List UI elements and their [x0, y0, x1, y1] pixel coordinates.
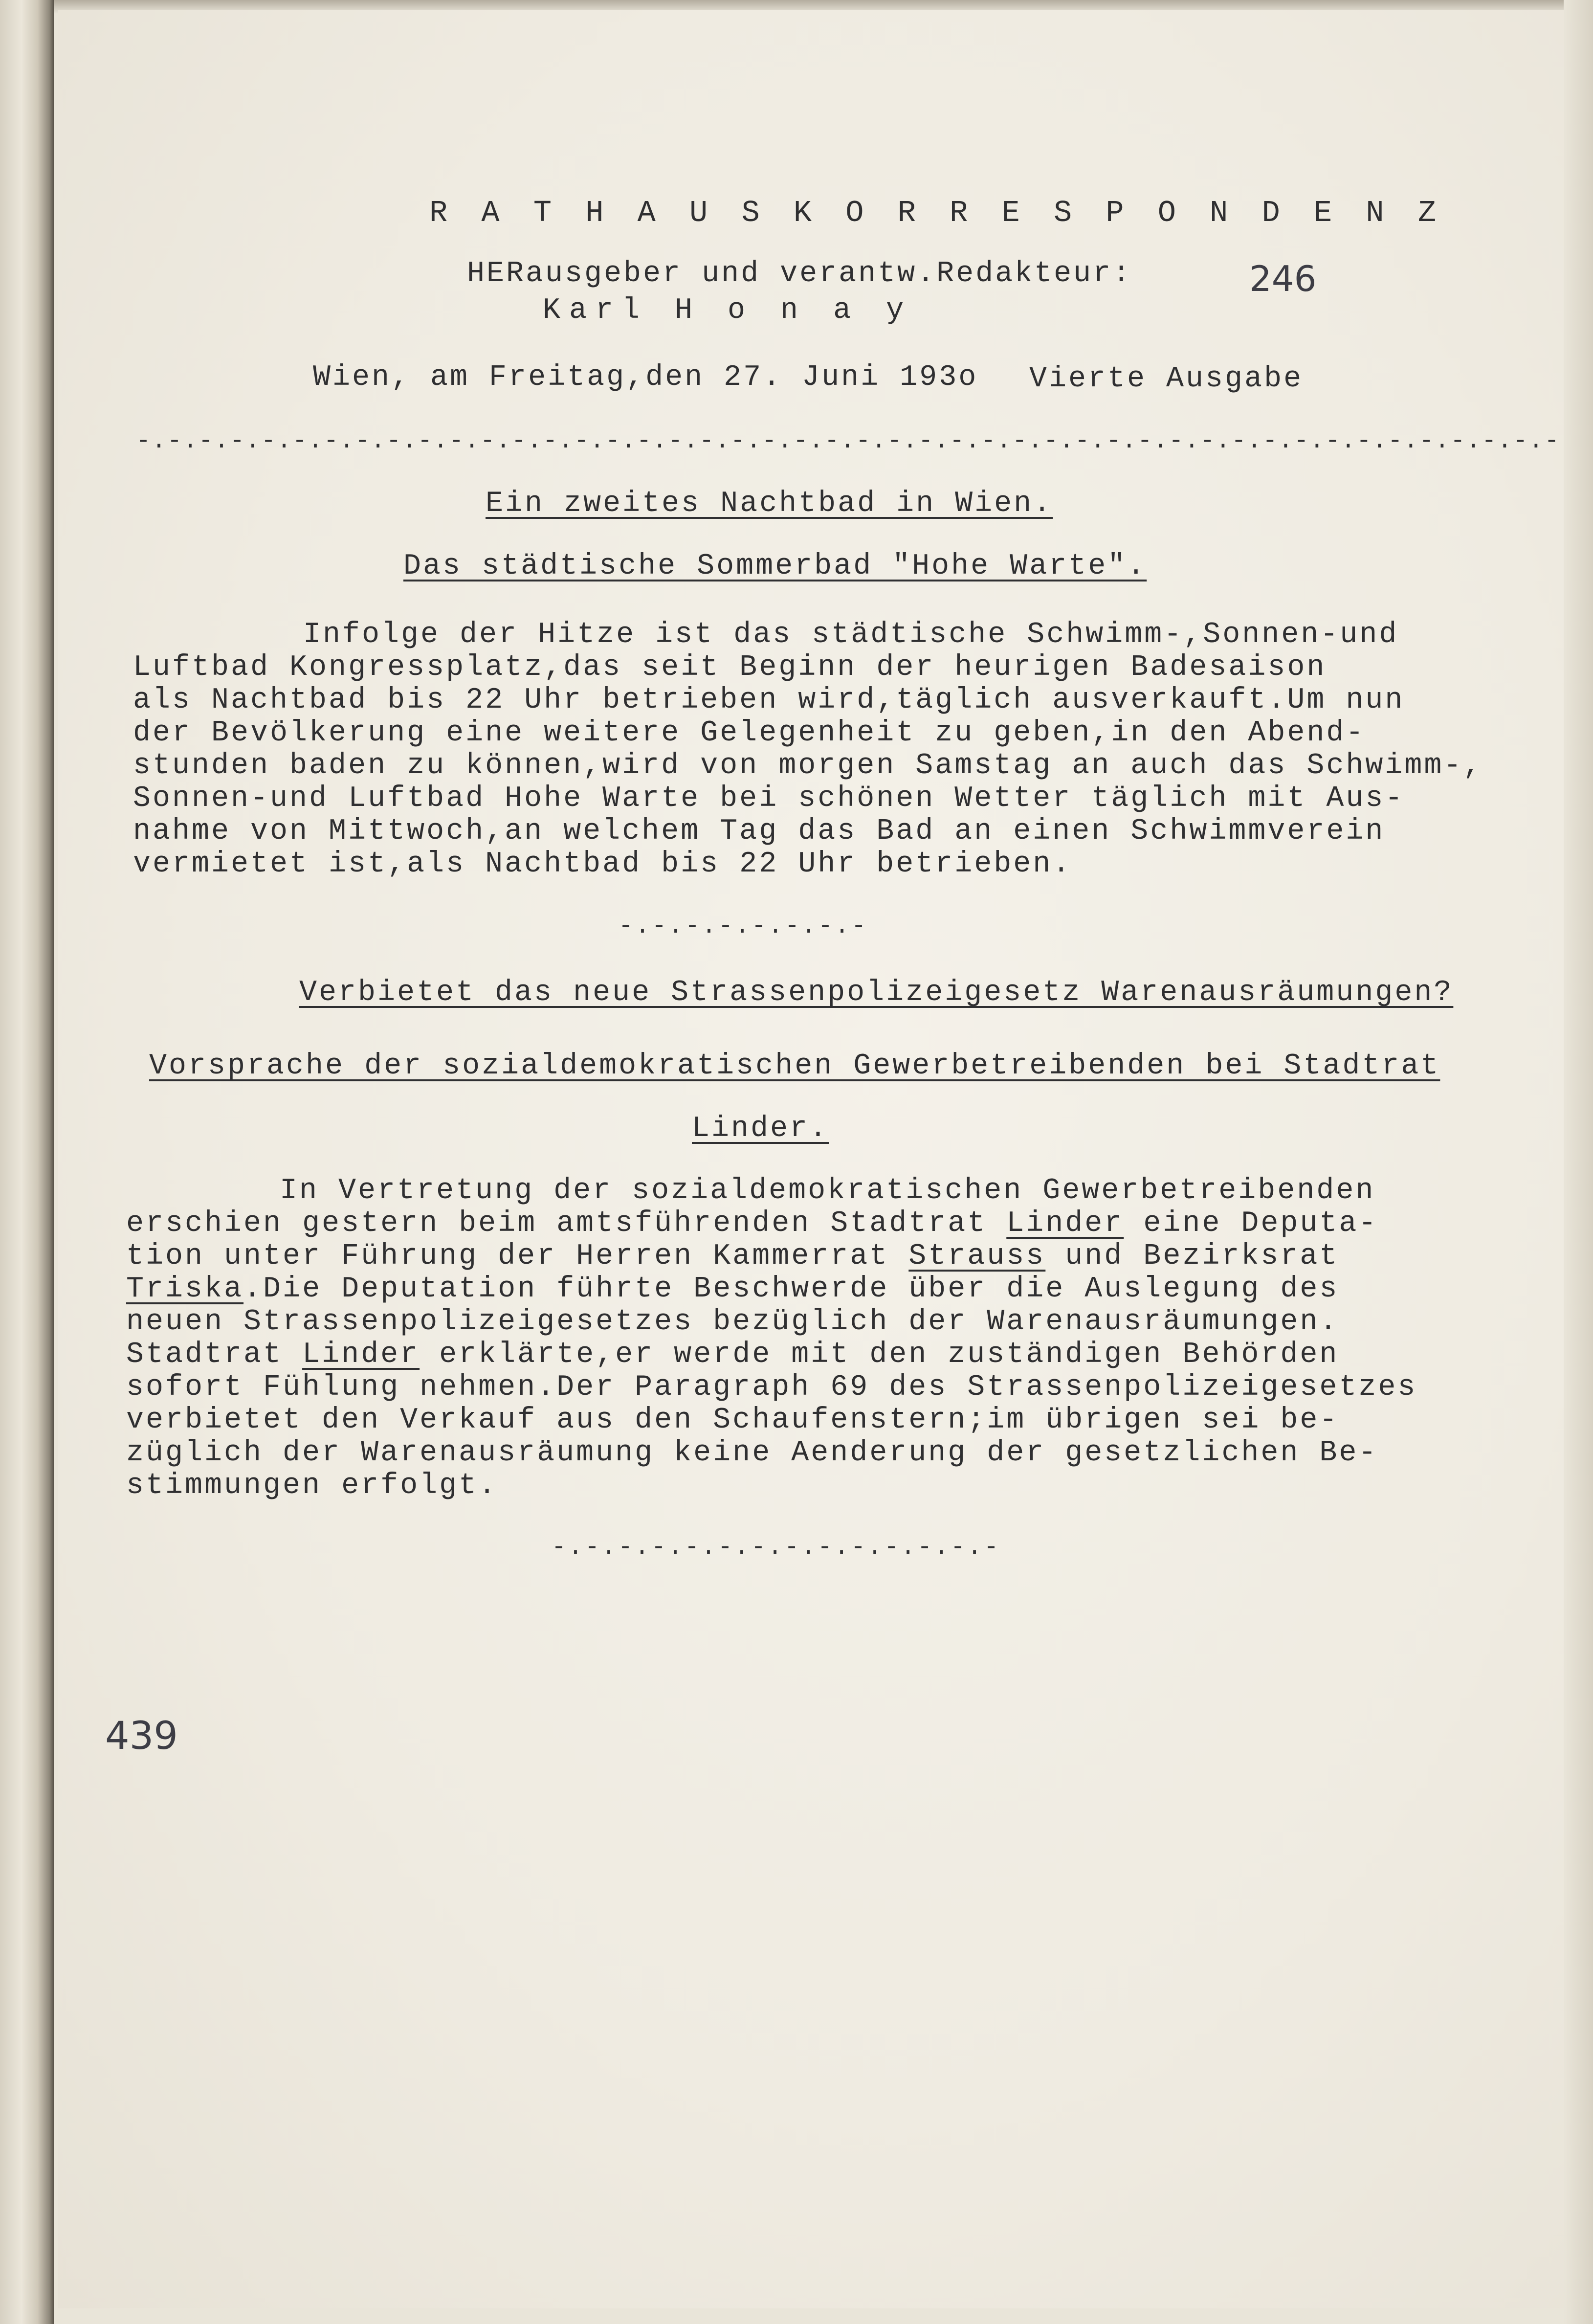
article1-subheadline: Das städtische Sommerbad "Hohe Warte".: [403, 550, 1147, 583]
article2-line-7: sofort Fühlung nehmen.Der Paragraph 69 des Strassenpolizeigesetzes: [126, 1371, 1417, 1404]
article2-line-10: stimmungen erfolgt.: [126, 1469, 498, 1502]
article2-line-3: [126, 1242, 1339, 1271]
name-linder-2: Linder: [302, 1338, 420, 1371]
article2-line-4: [126, 1274, 1339, 1304]
article1-line-8: vermietet ist,als Nachtbad bis 22 Uhr betrieben.: [133, 848, 1072, 881]
article2-headline: Verbietet das neue Strassenpolizeigesetz Warenausräumungen?: [299, 976, 1454, 1009]
editor-line: HERausgeber und verantw.Redakteur:: [467, 257, 1132, 290]
document-page: [58, 10, 1564, 2308]
name-triska: Triska: [126, 1273, 244, 1306]
line6-text-c: erklärte,er werde mit den zuständigen Behörden: [420, 1338, 1339, 1371]
line3-text-a: tion unter Führung der Herren Kammerrat: [126, 1240, 909, 1273]
separator-bottom: -.-.-.-.-.-.-.-.-.-.-.-.-.-: [552, 1534, 1001, 1562]
name-strauss: Strauss: [908, 1240, 1046, 1273]
article2-subheadline-name: Linder.: [692, 1112, 829, 1145]
article1-line-3: als Nachtbad bis 22 Uhr betrieben wird,täglich ausverkauft.Um nun: [133, 684, 1405, 717]
article1-line-2: Luftbad Kongressplatz,das seit Beginn der heurigen Badesaison: [133, 651, 1327, 684]
separator-top: -.-.-.-.-.-.-.-.-.-.-.-.-.-.-.-.-.-.-.-.-.-.-.-.-.-.-.-.-.-.-.-.-.-.-.-.-.-.-.-.-.-.-.-.-.-: [136, 427, 1560, 455]
article1-line-4: der Bevölkerung eine weitere Gelegenheit zu geben,in den Abend-: [133, 716, 1366, 750]
folio-number: 439: [105, 1714, 178, 1758]
article1-line-6: Sonnen-und Luftbad Hohe Warte bei schönen Wetter täglich mit Aus-: [133, 782, 1405, 815]
line2-text-a: erschien gestern beim amtsführenden Stadtrat: [126, 1207, 1007, 1240]
article2-line-5: neuen Strassenpolizeigesetzes bezüglich der Warenausräumungen.: [126, 1305, 1339, 1339]
article1-line-1: Infolge der Hitze ist das städtische Schwimm-,Sonnen-und: [303, 618, 1399, 651]
edition-label: Vierte Ausgabe: [1029, 362, 1304, 396]
editor-name: Karl H o n a y: [543, 294, 913, 327]
article2-line-6: [126, 1340, 1339, 1369]
separator-middle: -.-.-.-.-.-.-.-: [619, 913, 868, 940]
article1-headline: Ein zweites Nachtbad in Wien.: [486, 487, 1053, 520]
page-number: 246: [1249, 258, 1317, 299]
dateline: Wien, am Freitag,den 27. Juni 193o: [313, 361, 978, 394]
article1-line-5: stunden baden zu können,wird von morgen Samstag an auch das Schwimm-,: [133, 749, 1483, 782]
page-right-edge: [1564, 0, 1593, 2324]
book-binding: [0, 0, 54, 2324]
article2-line-9: züglich der Warenausräumung keine Aenderung der gesetzlichen Be-: [126, 1436, 1378, 1470]
article2-line-8: verbietet den Verkauf aus den Schaufenstern;im übrigen sei be-: [126, 1404, 1339, 1437]
masthead-title: R A T H A U S K O R R E S P O N D E N Z: [429, 196, 1444, 230]
article2-subheadline: Vorsprache der sozialdemokratischen Gewerbetreibenden bei Stadtrat: [149, 1050, 1440, 1083]
line2-text-c: eine Deputa-: [1124, 1207, 1378, 1240]
article2-line-1: In Vertretung der sozialdemokratischen Gewerbetreibenden: [280, 1174, 1375, 1207]
line6-text-a: Stadtrat: [126, 1338, 303, 1371]
article1-line-7: nahme von Mittwoch,an welchem Tag das Bad an einen Schwimmverein: [133, 815, 1385, 848]
article2-line-2: [126, 1209, 1378, 1238]
line3-text-c: und Bezirksrat: [1045, 1240, 1339, 1273]
name-linder: Linder: [1006, 1207, 1124, 1240]
line4-text-b: .Die Deputation führte Beschwerde über die Auslegung des: [243, 1273, 1339, 1306]
